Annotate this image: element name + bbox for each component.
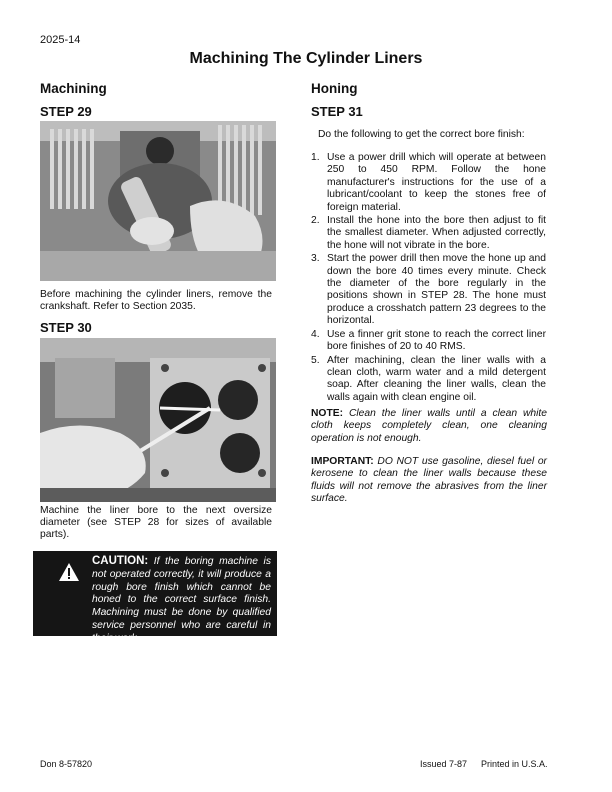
section-machining-heading: Machining [40,81,107,96]
list-item-number: 4. [311,328,320,340]
printed-location: Printed in U.S.A. [481,759,548,769]
list-item-text: Use a power drill which will operate at between 250 to 450 RPM. Follow the hone manufacturer's instructions for the use of a lubricant/coolant to keep the stones free of foreign material. [327,152,546,213]
liner-bore-measure-photo [40,338,276,502]
step-31-heading: STEP 31 [311,104,363,119]
section-honing-heading: Honing [311,81,358,96]
list-item-text: Start the power drill then move the hone up and down the bore 40 times every minute. Check the diameter of the bore regularly in the positions shown in STEP 28. The hone must produce a crosshatch pattern 23 degrees to the horizontal. [327,253,546,327]
list-item-number: 1. [311,152,320,163]
issued-date: Issued 7-87 [420,759,468,769]
caution-box [33,551,277,644]
caution-label: CAUTION: [92,555,149,567]
page-title: Machining The Cylinder Liners [189,50,423,67]
list-item [311,152,546,214]
list-item-number: 3. [311,253,320,265]
important-label: IMPORTANT: [311,456,374,467]
list-item-text: After machining, clean the liner walls with a clean cloth, warm water and a mild detergent soap. After cleaning the liner walls, clean the walls again with clean engine oil. [327,354,546,403]
list-item-text: Install the hone into the bore then adjust to fit the smallest diameter. When adjusted correctly, the hone will not vibrate in the bore. [327,215,546,251]
important-block [311,456,547,506]
step-31-intro: Do the following to get the correct bore finish: [318,129,525,140]
step-29-caption: Before machining the cylinder liners, remove the crankshaft. Refer to Section 2035. [40,289,272,313]
page-number: 2025-14 [40,34,81,46]
list-item [311,355,546,405]
list-item-text: Use a finner grit stone to reach the correct liner bore finishes of 20 to 40 RMS. [327,328,546,353]
list-item [311,329,546,354]
list-item-number: 2. [311,215,320,227]
important-text: DO NOT use gasoline, diesel fuel or kerosene to clean the liner walls because these fluids will not remove the abrasives from the liner surface. [311,456,547,505]
note-text: Clean the liner walls until a clean white cloth keeps completely clean, one cleaning operation is not enough. [311,408,547,444]
step-30-caption: Machine the liner bore to the next oversize diameter (see STEP 28 for sizes of available parts). [40,505,272,541]
list-item-number: 5. [311,354,320,366]
crankshaft-engine-photo [40,121,276,281]
list-item [311,253,546,327]
list-item [311,215,546,252]
honing-steps-list [311,152,546,404]
doc-number: Don 8-57820 [40,759,93,769]
note-block [311,408,547,445]
step-30-heading: STEP 30 [40,320,92,335]
step-29-heading: STEP 29 [40,104,92,119]
warning-icon [58,562,80,582]
caution-text: If the boring machine is not operated correctly, it will produce a rough bore finish which cannot be honed to the correct surface finish. Machining must be done by qualified service personnel who are careful in their work. [92,556,271,644]
note-label: NOTE: [311,408,344,419]
